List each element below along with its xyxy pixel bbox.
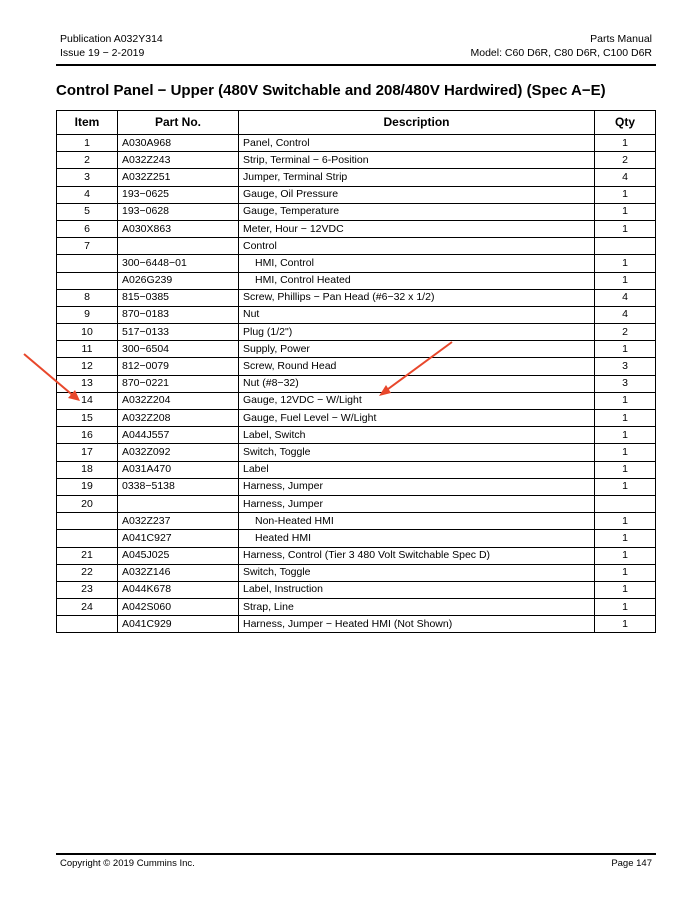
quantity-cell: 2 [595,152,656,169]
part-number-cell: 870−0183 [118,306,239,323]
item-cell: 16 [57,427,118,444]
description-cell: Plug (1/2") [239,324,595,341]
quantity-cell: 1 [595,478,656,495]
description-cell: Jumper, Terminal Strip [239,169,595,186]
item-cell: 20 [57,495,118,512]
part-number-cell: A044K678 [118,581,239,598]
page-title: Control Panel − Upper (480V Switchable and 208/480V Hardwired) (Spec A−E) [56,82,606,99]
item-cell: 18 [57,461,118,478]
quantity-cell: 1 [595,255,656,272]
quantity-cell: 1 [595,530,656,547]
part-number-cell: A032Z208 [118,410,239,427]
publication-number: Publication A032Y314 [60,33,163,45]
part-number-cell: A032Z204 [118,392,239,409]
annotation-arrow-right [384,342,452,392]
description-cell: Switch, Toggle [239,444,595,461]
part-number-cell: A032Z146 [118,564,239,581]
quantity-cell: 1 [595,616,656,633]
item-cell: 10 [57,324,118,341]
part-number-cell: A030X863 [118,220,239,237]
column-header-qty: Qty [595,111,656,135]
quantity-cell: 1 [595,444,656,461]
description-cell: Nut (#8−32) [239,375,595,392]
description-cell: Control [239,238,595,255]
part-number-cell: 300−6504 [118,341,239,358]
item-cell: 11 [57,341,118,358]
item-cell: 22 [57,564,118,581]
description-cell: Harness, Jumper [239,478,595,495]
quantity-cell: 2 [595,324,656,341]
item-cell: 9 [57,306,118,323]
part-number-cell: A045J025 [118,547,239,564]
description-cell: Non-Heated HMI [239,513,595,530]
column-header-description: Description [239,111,595,135]
item-cell: 17 [57,444,118,461]
description-cell: Switch, Toggle [239,564,595,581]
part-number-cell: A041C929 [118,616,239,633]
quantity-cell: 4 [595,306,656,323]
part-number-cell: 193−0628 [118,203,239,220]
model-list: Model: C60 D6R, C80 D6R, C100 D6R [470,47,652,59]
item-cell: 4 [57,186,118,203]
column-header-part-no: Part No. [118,111,239,135]
item-cell: 7 [57,238,118,255]
quantity-cell: 3 [595,358,656,375]
quantity-cell: 1 [595,272,656,289]
item-cell: 1 [57,135,118,152]
description-cell: Panel, Control [239,135,595,152]
part-number-cell: 870−0221 [118,375,239,392]
part-number-cell: A042S060 [118,599,239,616]
description-cell: Heated HMI [239,530,595,547]
item-cell: 15 [57,410,118,427]
description-cell: Meter, Hour − 12VDC [239,220,595,237]
quantity-cell: 4 [595,169,656,186]
item-cell: 23 [57,581,118,598]
description-cell: HMI, Control Heated [239,272,595,289]
copyright: Copyright © 2019 Cummins Inc. [60,858,195,869]
description-cell: Label, Instruction [239,581,595,598]
description-cell: Nut [239,306,595,323]
description-cell: Harness, Control (Tier 3 480 Volt Switchable Spec D) [239,547,595,564]
part-number-cell: 517−0133 [118,324,239,341]
item-cell: 2 [57,152,118,169]
part-number-cell: 0338−5138 [118,478,239,495]
quantity-cell: 1 [595,203,656,220]
description-cell: Gauge, 12VDC − W/Light [239,392,595,409]
quantity-cell: 3 [595,375,656,392]
quantity-cell: 1 [595,427,656,444]
issue-date: Issue 19 − 2-2019 [60,47,145,59]
description-cell: Label [239,461,595,478]
footer-rule [56,853,656,855]
description-cell: Screw, Phillips − Pan Head (#6−32 x 1/2) [239,289,595,306]
quantity-cell: 1 [595,564,656,581]
item-cell: 13 [57,375,118,392]
part-number-cell: A030A968 [118,135,239,152]
page-number: Page 147 [611,858,652,869]
item-cell: 8 [57,289,118,306]
part-number-cell: A044J557 [118,427,239,444]
part-number-cell: 812−0079 [118,358,239,375]
item-cell: 6 [57,220,118,237]
part-number-cell: A041C927 [118,530,239,547]
quantity-cell: 1 [595,461,656,478]
quantity-cell: 1 [595,599,656,616]
part-number-cell: A032Z251 [118,169,239,186]
item-cell: 5 [57,203,118,220]
quantity-cell: 1 [595,513,656,530]
part-number-cell: A026G239 [118,272,239,289]
item-cell: 14 [57,392,118,409]
quantity-cell: 1 [595,186,656,203]
description-cell: Strip, Terminal − 6-Position [239,152,595,169]
part-number-cell: 815−0385 [118,289,239,306]
part-number-cell: A032Z243 [118,152,239,169]
quantity-cell: 1 [595,135,656,152]
part-number-cell: 300−6448−01 [118,255,239,272]
part-number-cell: A032Z092 [118,444,239,461]
description-cell: Gauge, Oil Pressure [239,186,595,203]
part-number-cell: A031A470 [118,461,239,478]
quantity-cell: 1 [595,341,656,358]
quantity-cell: 1 [595,220,656,237]
column-header-item: Item [57,111,118,135]
quantity-cell: 1 [595,392,656,409]
description-cell: Screw, Round Head [239,358,595,375]
description-cell: Harness, Jumper − Heated HMI (Not Shown) [239,616,595,633]
annotation-arrow-left [24,354,76,398]
description-cell: Harness, Jumper [239,495,595,512]
description-cell: Strap, Line [239,599,595,616]
item-cell: 19 [57,478,118,495]
description-cell: Gauge, Temperature [239,203,595,220]
quantity-cell: 1 [595,410,656,427]
item-cell: 3 [57,169,118,186]
description-cell: Supply, Power [239,341,595,358]
part-number-cell: A032Z237 [118,513,239,530]
description-cell: Gauge, Fuel Level − W/Light [239,410,595,427]
item-cell: 24 [57,599,118,616]
manual-type: Parts Manual [590,33,652,45]
description-cell: HMI, Control [239,255,595,272]
item-cell: 21 [57,547,118,564]
part-number-cell: 193−0625 [118,186,239,203]
quantity-cell: 1 [595,547,656,564]
quantity-cell: 1 [595,581,656,598]
annotation-arrowhead-right [379,385,391,396]
quantity-cell: 4 [595,289,656,306]
item-cell: 12 [57,358,118,375]
description-cell: Label, Switch [239,427,595,444]
